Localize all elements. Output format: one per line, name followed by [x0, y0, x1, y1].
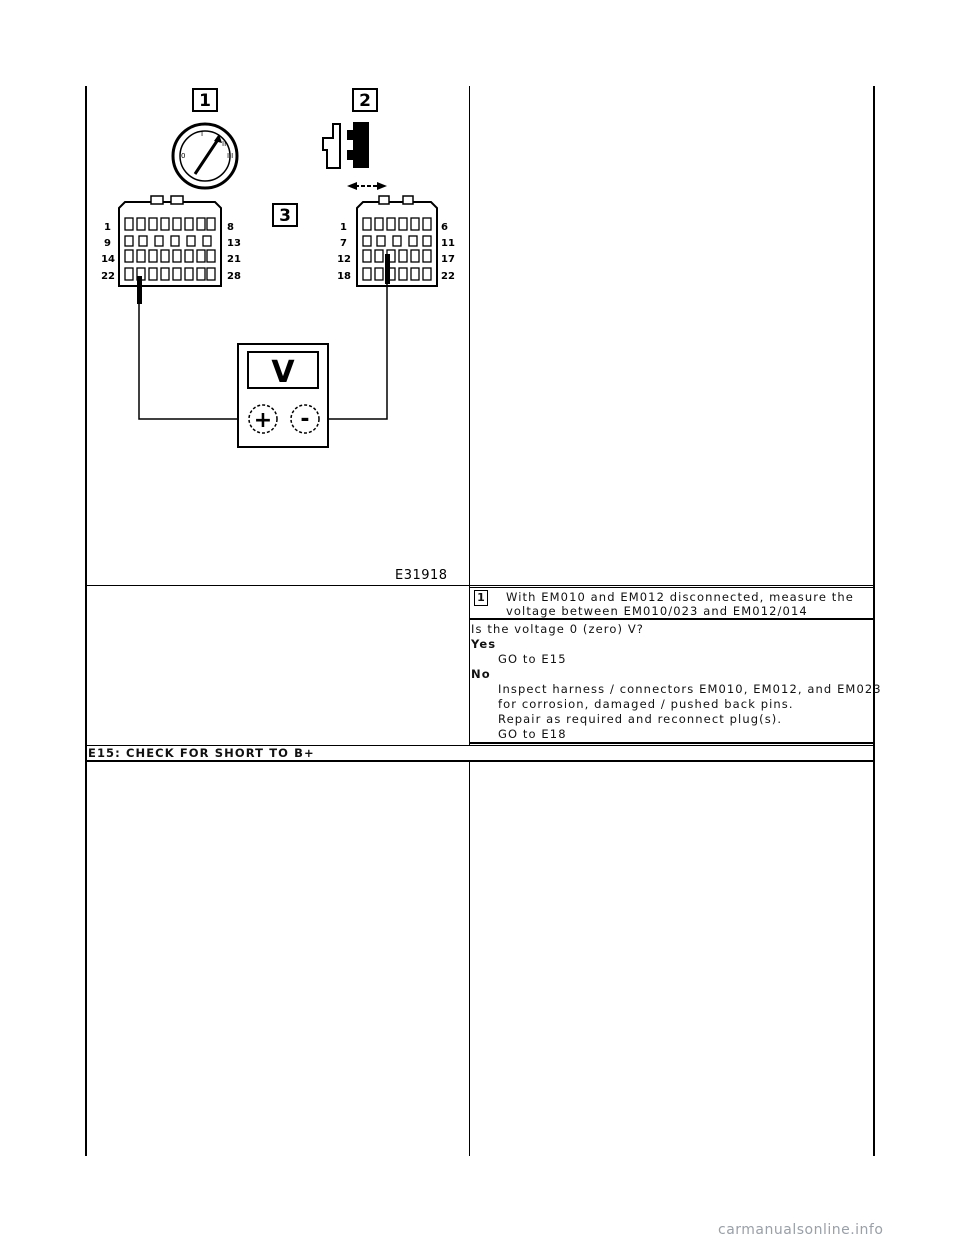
svg-text:III: III: [227, 152, 234, 160]
step-number: 1: [474, 590, 488, 606]
svg-text:13: 13: [227, 238, 241, 249]
connector-disconnect-icon: [323, 122, 387, 190]
column-divider-bottom: [469, 762, 470, 1156]
probe-wire-positive: [139, 304, 253, 419]
svg-text:II: II: [222, 140, 227, 148]
figure-id: E31918: [395, 568, 448, 581]
svg-text:22: 22: [441, 271, 455, 282]
svg-text:28: 28: [227, 271, 241, 282]
svg-text:22: 22: [101, 271, 115, 282]
svg-text:1: 1: [104, 222, 111, 233]
svg-text:1: 1: [340, 222, 347, 233]
svg-text:8: 8: [227, 222, 234, 233]
probe-wire-negative: [319, 284, 387, 419]
voltmeter-icon: [238, 344, 328, 447]
row-line-figure-bottom: [85, 585, 875, 586]
svg-text:12: 12: [337, 254, 351, 265]
step-text-line1: With EM010 and EM012 disconnected, measure the: [506, 590, 854, 604]
meter-plus: +: [253, 408, 273, 433]
right-connector-icon: [337, 196, 455, 286]
section-header: E15: CHECK FOR SHORT TO B+: [88, 746, 315, 760]
meter-label: V: [271, 355, 295, 390]
question-text: Is the voltage 0 (zero) V?: [471, 622, 644, 636]
callout-3: 3: [279, 206, 291, 226]
left-connector-icon: [101, 196, 241, 304]
svg-text:I: I: [201, 130, 204, 138]
svg-text:6: 6: [441, 222, 448, 233]
svg-text:7: 7: [340, 238, 347, 249]
callout-1: 1: [199, 91, 211, 111]
answer-no-label: No: [471, 667, 491, 681]
ignition-switch-icon: [173, 124, 237, 188]
meter-minus: -: [300, 407, 310, 432]
answer-no-line2: for corrosion, damaged / pushed back pins.: [498, 697, 794, 711]
answer-yes-action: GO to E15: [498, 652, 567, 666]
svg-text:9: 9: [104, 238, 111, 249]
wiring-diagram: [95, 86, 465, 581]
svg-text:18: 18: [337, 271, 351, 282]
callout-2: 2: [359, 91, 371, 111]
svg-text:14: 14: [101, 254, 115, 265]
column-divider-top: [469, 86, 470, 745]
step-box-bottom: [469, 618, 875, 620]
svg-text:21: 21: [227, 254, 241, 265]
step-box-top: [469, 587, 875, 588]
table-right-border: [873, 86, 875, 1156]
answer-no-line3: Repair as required and reconnect plug(s).: [498, 712, 783, 726]
answer-no-line4: GO to E18: [498, 727, 567, 741]
table-left-border: [85, 86, 87, 1156]
footer-watermark: carmanualsonline.info: [718, 1222, 884, 1238]
svg-text:0: 0: [181, 152, 186, 160]
svg-text:17: 17: [441, 254, 455, 265]
svg-text:11: 11: [441, 238, 455, 249]
question-box-bottom: [469, 742, 875, 744]
step-text-line2: voltage between EM010/023 and EM012/014: [506, 604, 808, 618]
section-header-bottom: [85, 760, 875, 762]
answer-yes-label: Yes: [471, 637, 497, 651]
answer-no-line1: Inspect harness / connectors EM010, EM012, and EM023: [498, 682, 882, 696]
